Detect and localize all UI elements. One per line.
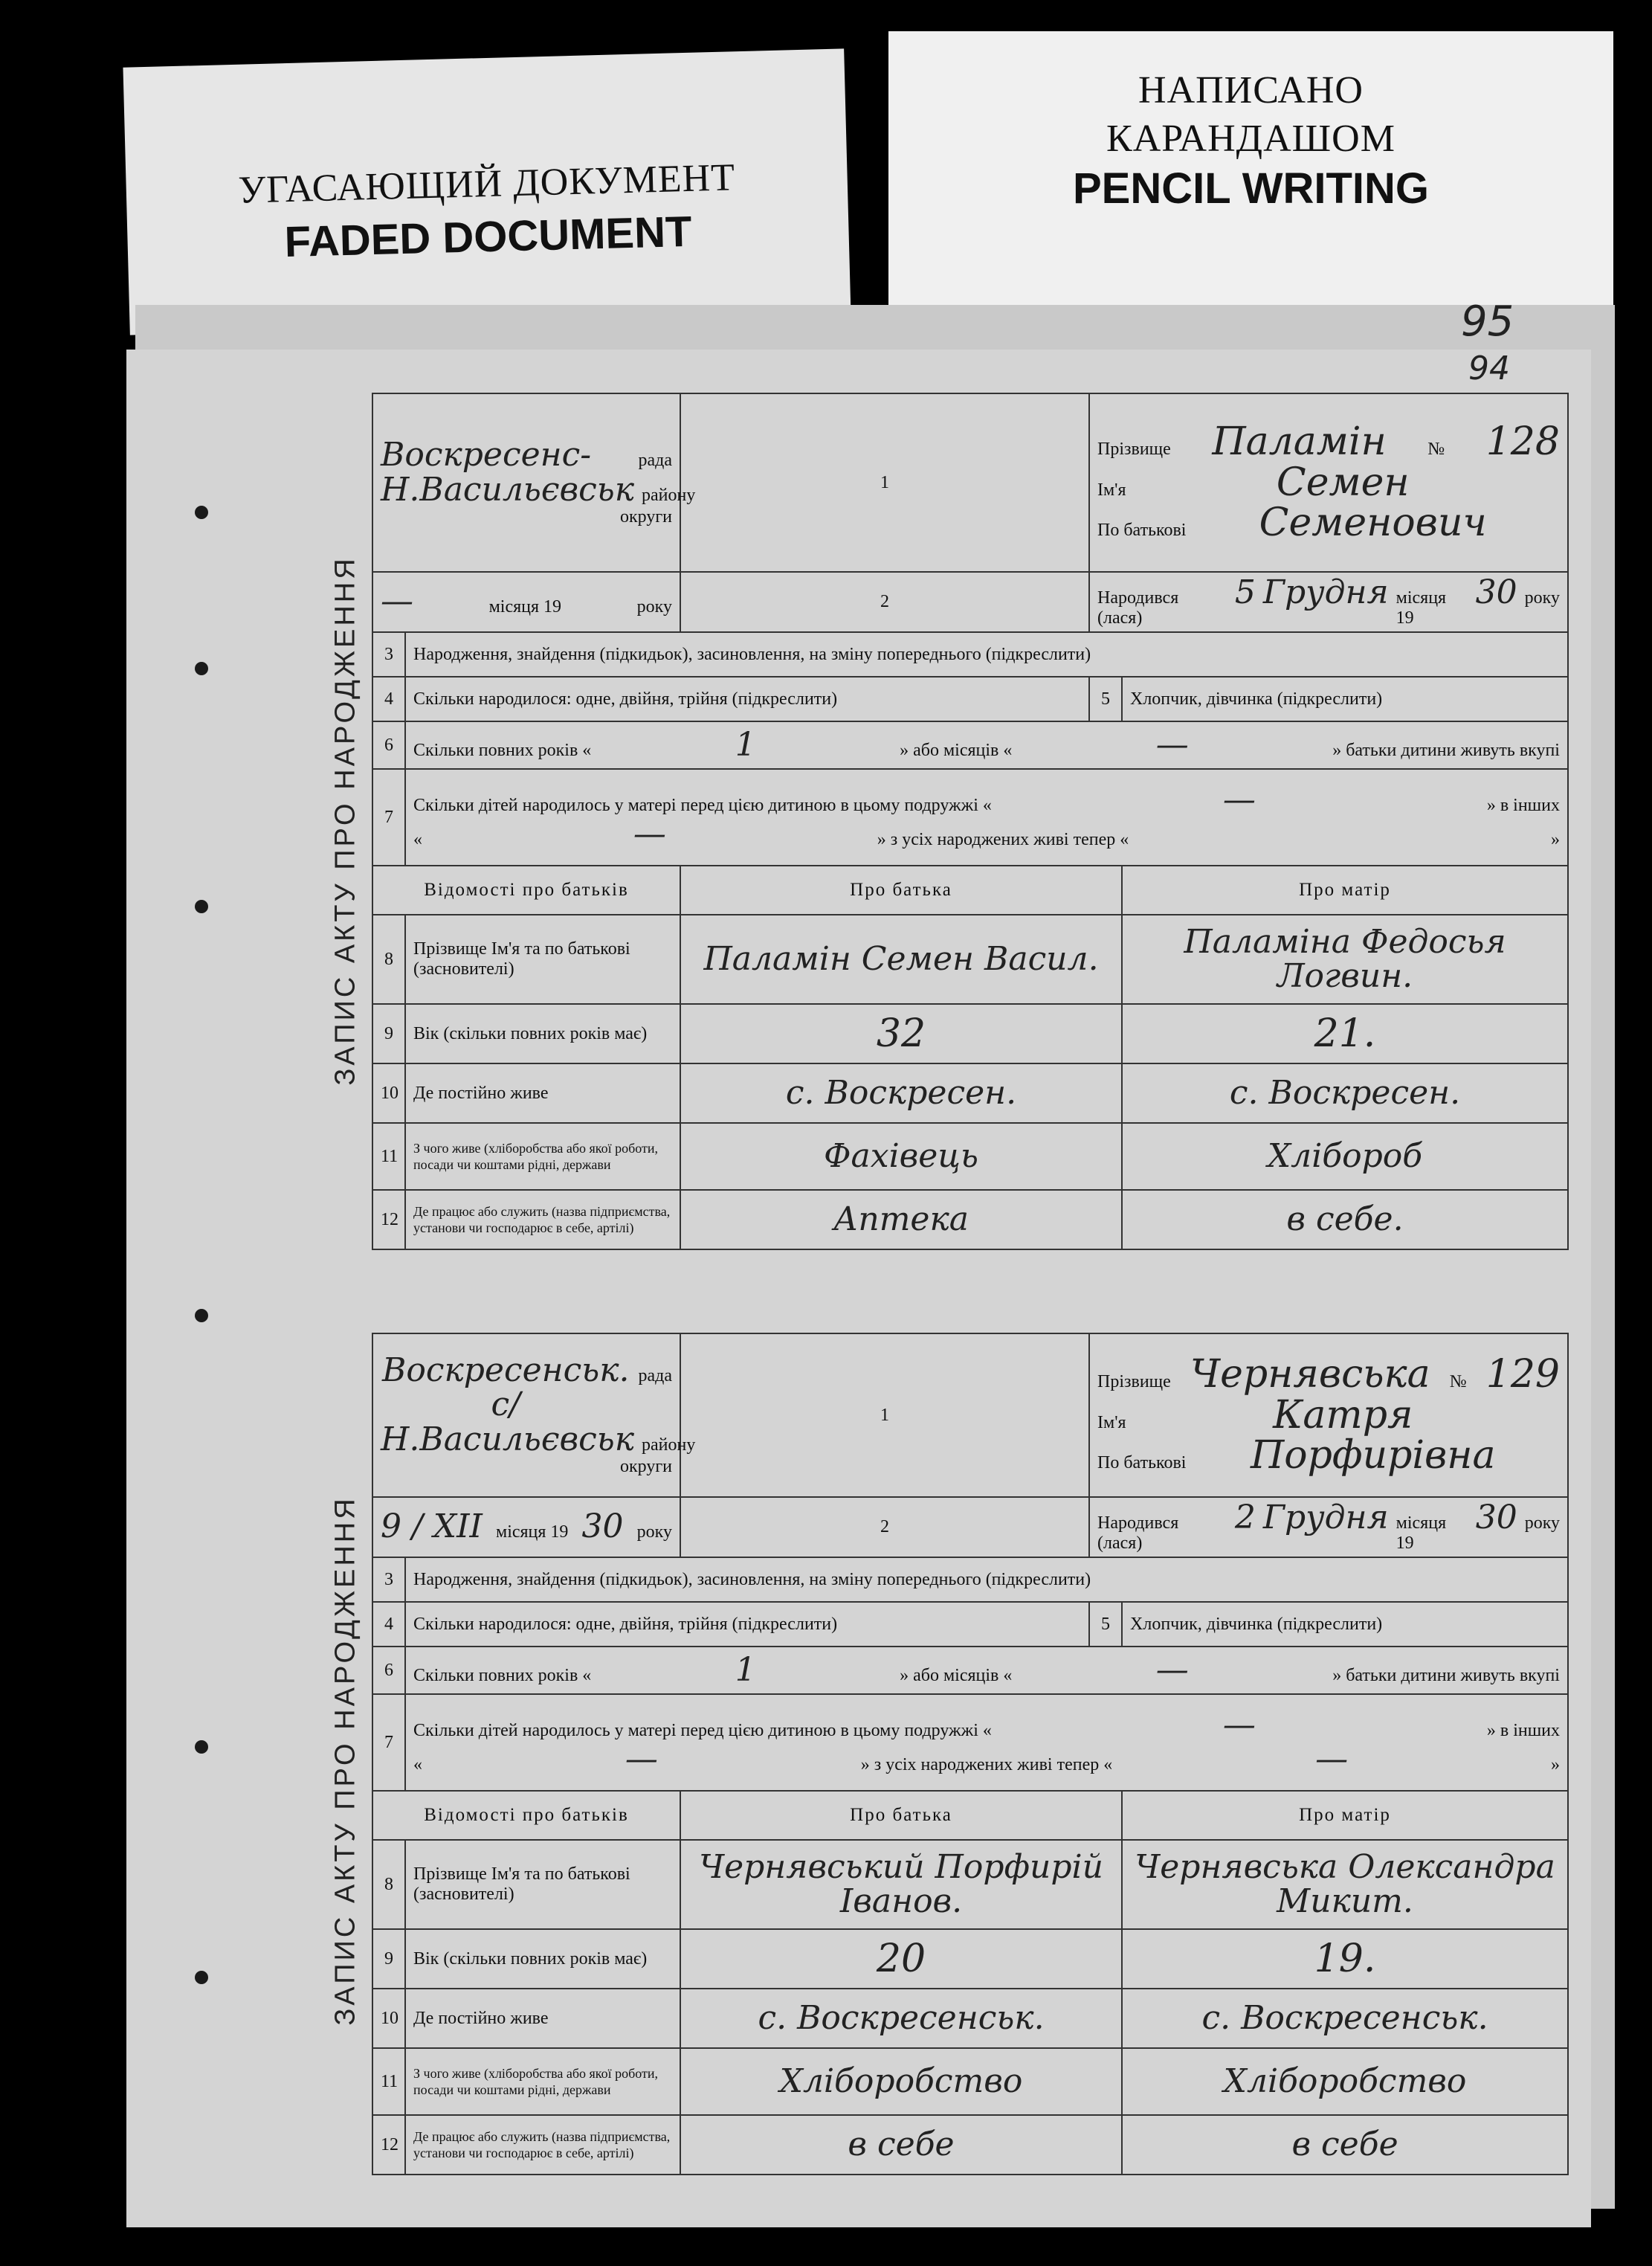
mother-livelihood: Хлібороб [1122,1123,1568,1190]
birth-record-129 [329,1333,1569,2175]
father-workplace: Аптека [680,1190,1122,1249]
child-name-cell: Прізвище Паламін № 128 Ім'я Семен По батькові Семенович [1089,393,1568,572]
mother-residence: с. Воскресен. [1122,1063,1568,1123]
surname-handwritten: Паламін [1212,419,1387,465]
punch-hole [195,900,208,913]
faded-label-en: FADED DOCUMENT [283,207,693,267]
record-table: Воскресенс- рада Н.Васильєвськ району округи 1 Прізвище Паламін № 128 Ім'я Семен По батькові Семенович — місяця 19 року 2 Народився (лася) 5 Грудня місяця 19 30 року 3 Народження, знайдення (підкидьок), засиновлення, на зміну попереднього (підкреслити) 4 Скільки народилося: одне, двійня, трійня (підкреслити) 5 Хлопчик, дівчинка (підкреслити) 6 Скільки повних років « 1 » або місяців « — » батьки дитини живуть вкупі 7 Скільки дітей народилось у матері перед цією дитиною в цьому подружжі « — » в інших « — » з усіх народжених живі тепер « » Відомості про батьків Про батька Про матір 8 Прізвище Ім'я та по батькові (засновителі) Паламін Семен Васил. Паламіна Федосья Логвин. 9 Вік (скільки повних років має) 32 21. 10 Де постійно живе с. Воскресен. с. Воскресен. 11 З чого живе (хліборобства або якої роботи, посади чи коштами рідні, держави Фахівець Хлібороб 12 Де працює або служить (назва підприємства, установи чи господарює в себе, артілі) Аптека в себе. [372,393,1569,1250]
punch-hole [195,1309,208,1322]
father-residence: с. Воскресен. [680,1063,1122,1123]
record-table: Воскресенськ. с/ рада Н.Васильєвськ району округи 1 Прізвище Чернявська № 129 Ім'я Катря По батькові Порфирівна 9 / XII місяця 19 30 року 2 Народився (лася) 2 Грудня місяця 19 30 року 3 Народження, знайдення (підкидьок), засиновлення, на зміну попереднього (підкреслити) 4 Скільки народилося: одне, двійня, трійня (підкреслити) 5 Хлопчик, дівчинка (підкреслити) 6 Скільки повних років « 1 » або місяців « — » батьки дитини живуть вкупі 7 Скільки дітей народилось у матері перед цією дитиною в цьому подружжі « — » в інших « — » з усіх народжених живі тепер « — » Відомості про батьків Про батька Про матір 8 Прізвище Ім'я та по батькові (засновителі) Чернявський Порфирій Іванов. Чернявська Олександра Микит. 9 Вік (скільки повних років має) 20 19. 10 Де постійно живе с. Воскресенськ. с. Воскресенськ. 11 З чого живе (хліборобства або якої роботи, посади чи коштами рідні, держави Хліборобство Хліборобство 12 Де працює або служить (назва підприємства, установи чи господарює в себе, артілі) в себе в себе [372,1333,1569,2175]
record-number: 128 [1485,419,1560,465]
record-number: 129 [1485,1352,1561,1397]
pencil-writing-label [888,31,1613,329]
pencil-label-en: PENCIL WRITING [1072,164,1430,213]
punch-hole [195,662,208,675]
mother-name: Паламіна Федосья Логвин. [1122,915,1568,1004]
page-number-second: 94 [1468,350,1510,387]
born-date-cell: Народився (лася) 5 Грудня місяця 19 30 року [1089,572,1568,632]
punch-hole [195,1740,208,1754]
birth-record-128 [329,393,1569,1250]
pencil-label-ru1: НАПИСАНО [1138,69,1364,112]
patronymic-handwritten: Семенович [1259,500,1487,546]
rada-cell: Воскресенс- рада Н.Васильєвськ району округи [372,393,680,572]
punch-hole [195,506,208,519]
name-handwritten: Семен [1276,460,1410,505]
mother-age: 21. [1122,1004,1568,1063]
faded-document-label [123,48,851,335]
page-number-top: 95 [1461,297,1514,346]
pencil-label-ru2: КАРАНДАШОМ [1106,118,1396,160]
record-side-title: ЗАПИС АКТУ ПРО НАРОДЖЕННЯ [329,555,361,1086]
punch-hole [195,1971,208,1984]
mother-workplace: в себе. [1122,1190,1568,1249]
father-age: 32 [680,1004,1122,1063]
record-side-title: ЗАПИС АКТУ ПРО НАРОДЖЕННЯ [329,1495,361,2026]
father-livelihood: Фахівець [680,1123,1122,1190]
father-name: Паламін Семен Васил. [680,915,1122,1004]
faded-label-ru: УГАСАЮЩИЙ ДОКУМЕНТ [237,156,736,212]
